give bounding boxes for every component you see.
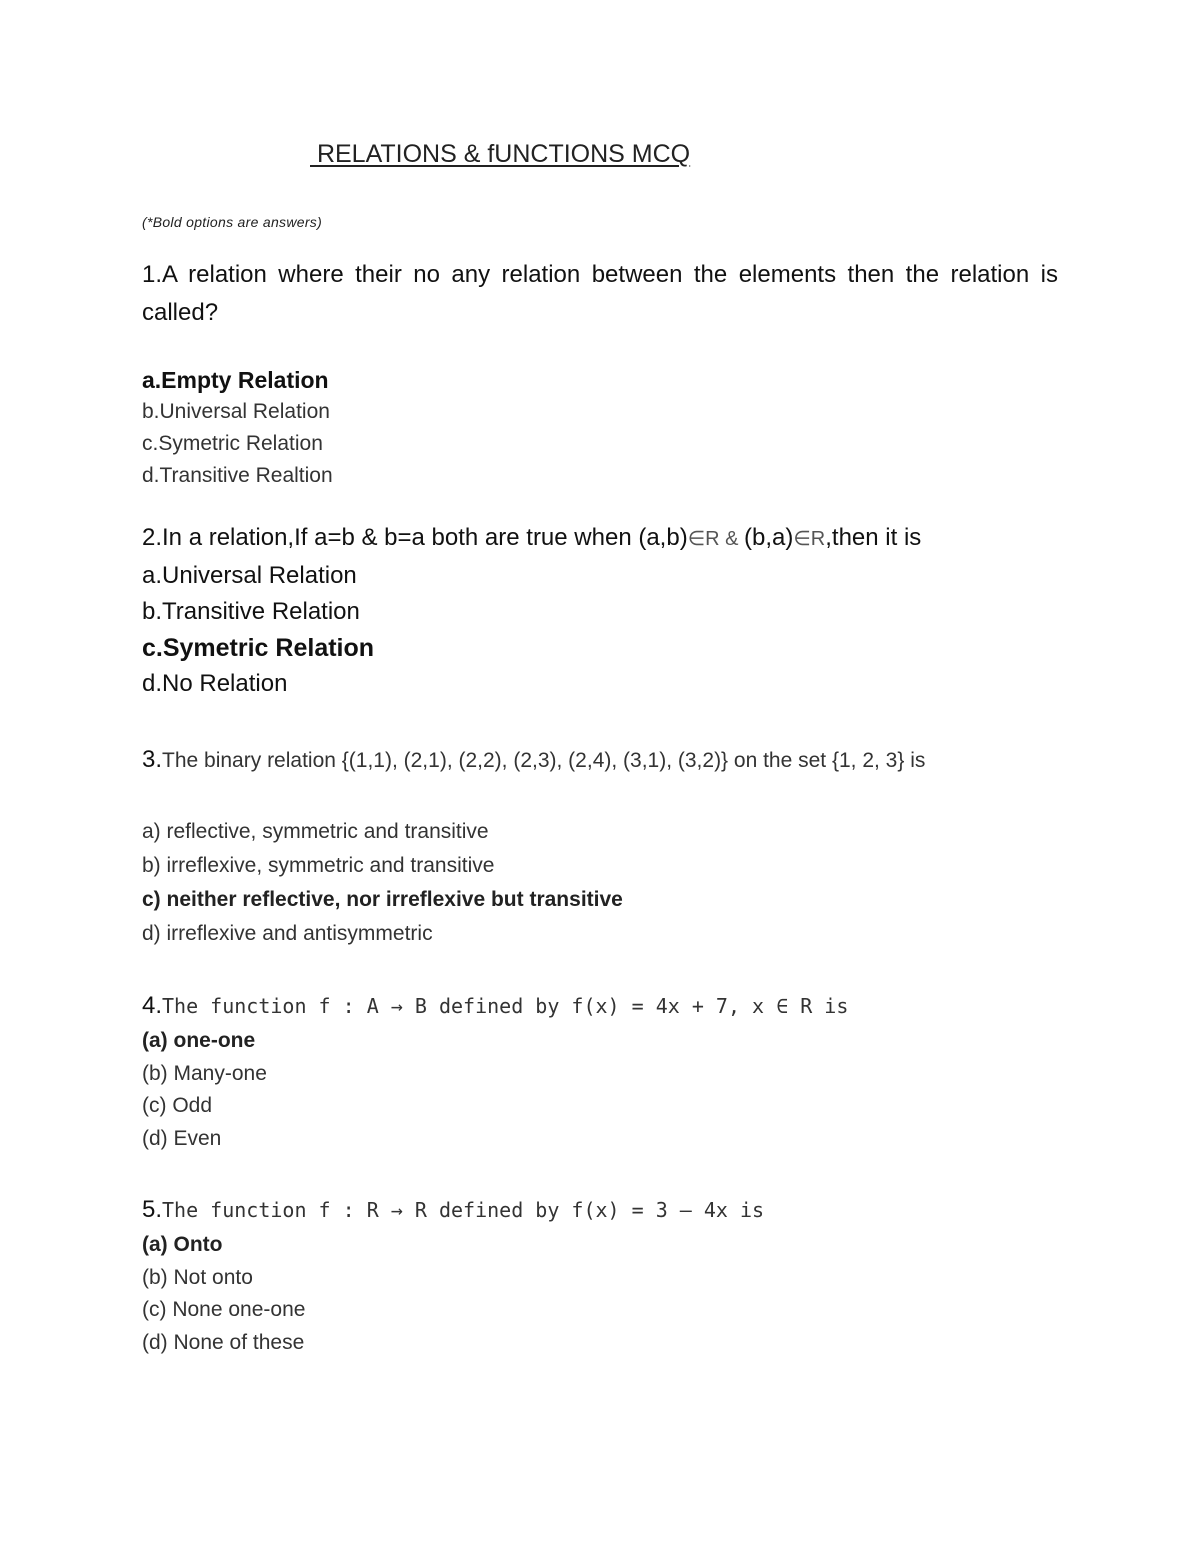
question-2-option-b: b.Transitive Relation [142, 598, 360, 625]
question-5-text: The function f : R → R defined by f(x) = 3 – 4x is [162, 1198, 765, 1222]
question-5-option-c: (c) None one-one [142, 1298, 306, 1321]
question-1-options [142, 364, 333, 492]
question-3-text: The binary relation {(1,1), (2,1), (2,2), (2,3), (2,4), (3,1), (3,2)} on the set {1, 2, 3} is [162, 749, 926, 772]
question-5-option-b: (b) Not onto [142, 1265, 253, 1289]
question-2-text-part-5: ,then it is [825, 524, 922, 551]
question-3-option-b: b) irreflexive, symmetric and transitive [142, 854, 495, 877]
question-1-text: A relation where their no any relation between the elements then the relation is called? [142, 261, 1058, 326]
question-5-option-d: (d) None of these [142, 1330, 305, 1354]
question-2-text-part-3: (b,a) [744, 524, 794, 551]
question-4-option-d: (d) Even [142, 1126, 222, 1150]
question-2 [142, 524, 921, 552]
question-2-text-part-1: In a relation,If a=b & b=a both are true when (a,b) [162, 524, 688, 551]
question-5-number: 5. [142, 1196, 163, 1223]
answer-key-note: (*Bold options are answers) [142, 214, 323, 230]
document-title: RELATIONS & fUNCTIONS MCQ [310, 140, 691, 168]
question-2-option-d: d.No Relation [142, 670, 288, 697]
question-3 [142, 746, 925, 774]
question-1-option-d: d.Transitive Realtion [142, 464, 333, 487]
question-4-text: The function f : A → B defined by f(x) = 4x + 7, x ∈ R is [162, 994, 849, 1018]
question-2-text-part-4: ∈R [793, 528, 826, 550]
question-3-option-d: d) irreflexive and antisymmetric [142, 922, 433, 945]
question-4 [142, 992, 848, 1020]
question-2-option-a: a.Universal Relation [142, 562, 357, 589]
question-5-option-a: (a) Onto [142, 1233, 223, 1256]
question-3-option-a: a) reflective, symmetric and transitive [142, 820, 489, 843]
question-1-option-b: b.Universal Relation [142, 400, 330, 423]
question-3-number: 3. [142, 746, 163, 773]
question-4-number: 4. [142, 992, 163, 1019]
question-1-number: 1. [142, 261, 163, 288]
question-3-options [142, 815, 623, 951]
question-2-options [142, 558, 374, 702]
question-4-options [142, 1025, 267, 1155]
question-1-option-c: c.Symetric Relation [142, 432, 323, 455]
question-5 [142, 1196, 764, 1224]
question-4-option-b: (b) Many-one [142, 1061, 267, 1085]
question-2-option-c: c.Symetric Relation [142, 634, 375, 662]
question-2-text-part-2: ∈R & [687, 528, 745, 550]
question-5-options [142, 1229, 305, 1359]
question-2-number: 2. [142, 524, 163, 551]
question-4-option-a: (a) one-one [142, 1029, 256, 1052]
question-1-option-a: a.Empty Relation [142, 367, 329, 393]
question-4-option-c: (c) Odd [142, 1094, 213, 1117]
question-3-option-c: c) neither reflective, nor irreflexive but transitive [142, 888, 623, 911]
question-1 [142, 256, 1058, 332]
